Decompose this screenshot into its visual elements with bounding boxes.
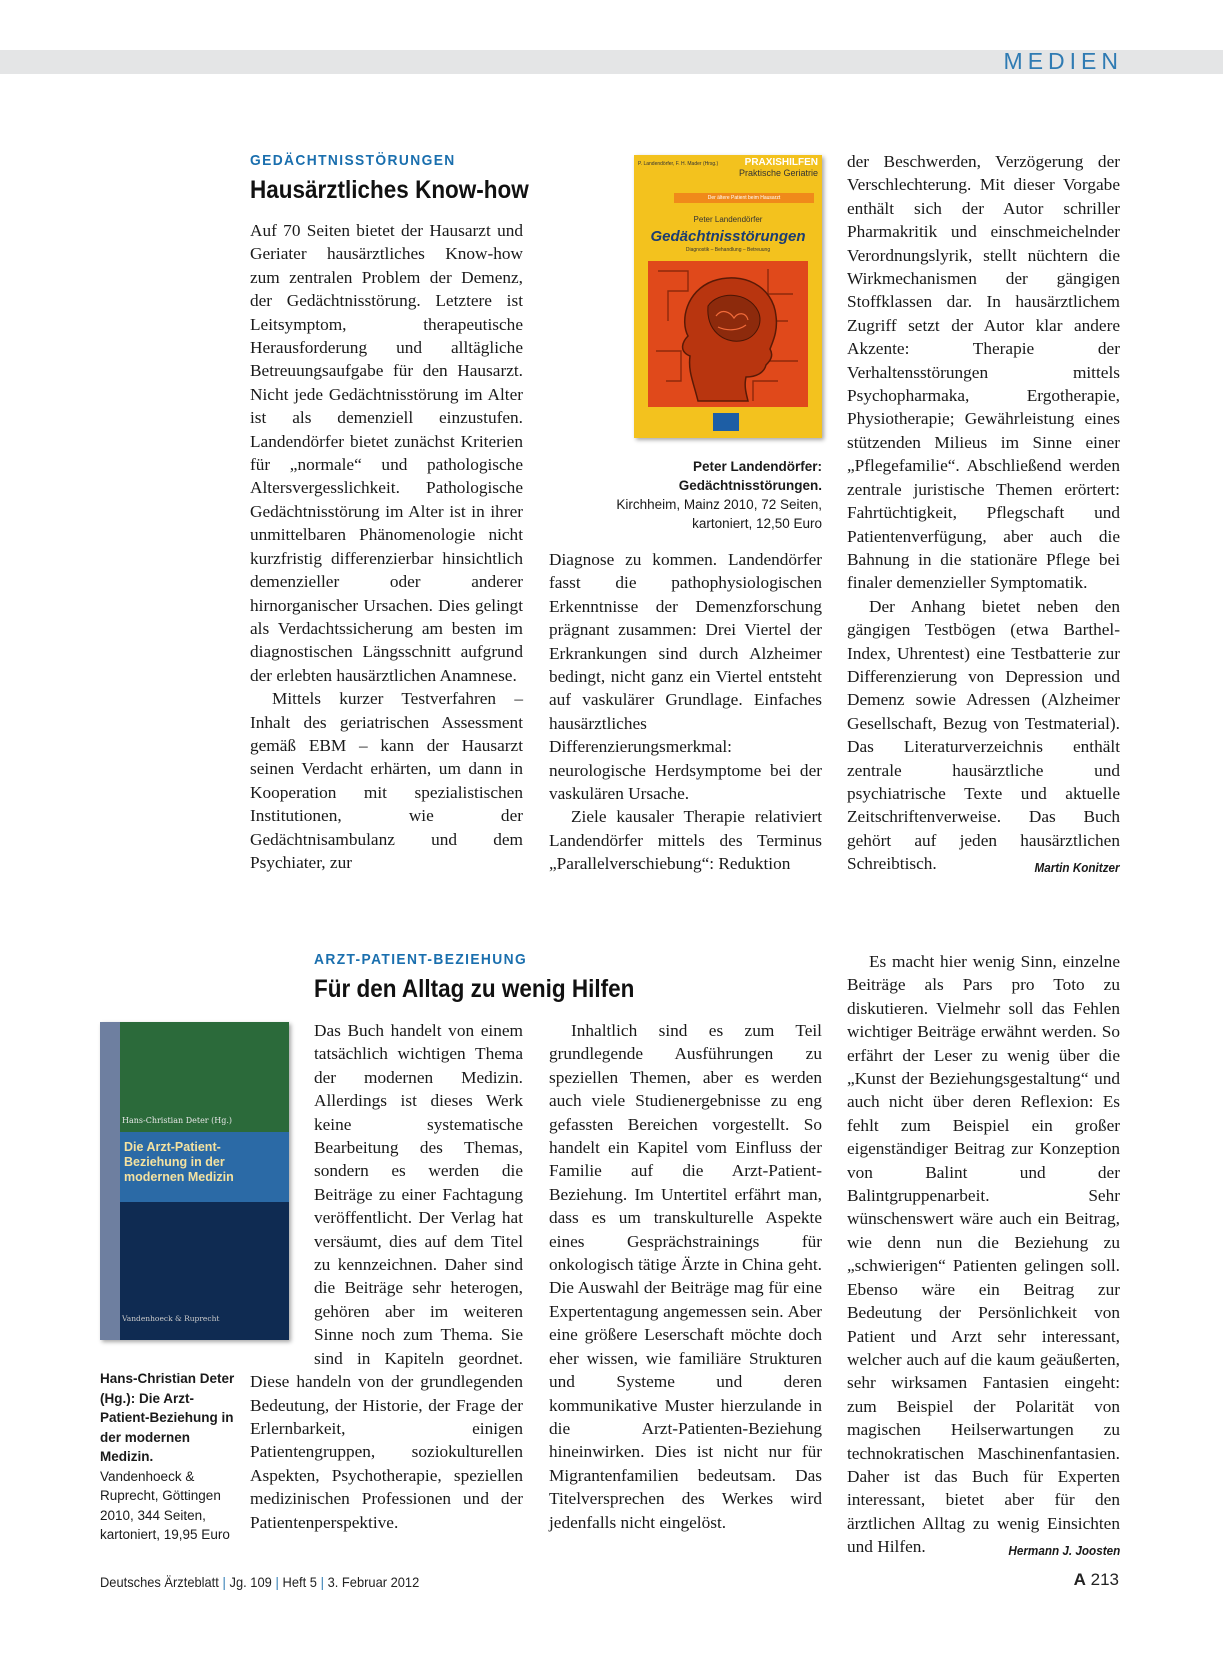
paragraph: Diagnose zu kommen. Landendörfer fasst die pathophysiologischen Erkenntnisse der Demenzforschung prägnant zusammen: Drei Viertel der Erkrankungen sind durch Alzheimer bedingt, nicht ganz ein Viertel entsteht auf vaskulärer Grundlage. Einfaches hausärztliches Differenzierungsmerkmal: neurologische Herdsymptome bei der vaskulären Ursache.	[549, 550, 822, 804]
paragraph: Mittels kurzer Testverfahren – Inhalt des geriatrischen Assessment gemäß EBM – kann der Hausarzt seinen Verdacht erhärten, um dann in Kooperation mit spezialistischen Institutionen, wie der Gedächtnisambulanz und dem Psychiater, zur	[250, 689, 523, 872]
review1-author: Martin Konitzer	[1034, 860, 1120, 876]
paragraph-text: Das Buch handelt von einem tatsächlich wichtigen Thema der modernen Medizin. Allerdings ist dieses Werk keine systematische Bearbeitung des Themas, sondern es werden die Beiträge zu einer Fachtagung veröffentlicht. Der Verlag hat versäumt, dies auf dem Titel zu kennzeichnen. Daher sind die Beiträge sehr heterogen, gehören aber im weiteren Sinne noch zum Thema. Sie sind in Kapiteln geordnet. Diese handeln von der grundlegenden Bedeutung, der Historie, der Frage der Erlernbarkeit, einigen Patientengruppen, soziokulturellen Aspekten, Psychotherapie, speziellen medizinischen Professionen und der Patientenperspektive.	[250, 1021, 523, 1532]
paragraph: Ziele kausaler Therapie relativiert Landendörfer mittels des Terminus „Parallelverschiebung“: Reduktion	[549, 807, 822, 874]
cover-series	[739, 157, 818, 179]
cover-series-top: PRAXISHILFEN	[744, 157, 818, 168]
caption-price: kartoniert, 12,50 Euro	[692, 516, 822, 531]
cover-series-name: Praktische Geriatrie	[738, 168, 818, 178]
cover-title: Gedächtnisstörungen	[650, 228, 806, 245]
section-label: MEDIEN	[1003, 48, 1123, 74]
footer-separator: |	[222, 1574, 226, 1590]
page-number-value: 213	[1090, 1570, 1119, 1589]
page-prefix: A	[1073, 1570, 1086, 1589]
cover-band: Der ältere Patient beim Hausarzt	[674, 193, 814, 203]
cover-subtitle: Diagnostik – Behandlung – Betreuung	[685, 247, 771, 253]
caption-title: Peter Landendörfer: Gedächtnisstörungen.	[678, 459, 822, 493]
book-cover-gedaechtnisstoerungen	[634, 155, 822, 438]
cover-author: Peter Landendörfer	[693, 215, 763, 224]
review1-column-2	[549, 548, 822, 876]
footer-citation	[100, 1574, 419, 1590]
paragraph-text: Es macht hier wenig Sinn, einzelne Beiträge als Pars pro Toto zu diskutieren. Vielmehr soll das Fehlen wichtiger Beiträge erwähnt werden. So erfährt der Leser zu wenig über die „Kunst der Beziehungsgestaltung“ und auch nicht über deren Reflexion: Es fehlt zum Beispiel ein großer eigenständiger Beitrag zur Konzeption von Balint und der Balintgruppenarbeit. Sehr wünschenswert wäre auch ein Beitrag, wie denn nun die Beziehung zu „schwierigen“ Patienten gelingen soll. Ebenso wäre ein Beitrag zur Bedeutung der Persönlichkeit von Patient und Arzt sehr interessant, welcher auch auf die kaum geäußerten, sehr wirksamen Fantasien eingeht: zum Beispiel der Polarität von magischen Heilserwartungen zu technokratischen Maschinenfantasien. Daher ist das Buch für Experten interessant, bietet aber für den ärztlichen Alltag zu wenig Einsichten und Hilfen.	[847, 952, 1120, 1557]
review2-column-1	[250, 1019, 523, 1534]
cover-authors: P. Landendörfer, F. H. Mader (Hrsg.)	[638, 161, 719, 167]
paragraph	[250, 1019, 523, 1534]
review2-headline: Für den Alltag zu wenig Hilfen	[314, 975, 635, 1003]
paragraph-text: Der Anhang bietet neben den gängigen Testbögen (etwa Barthel-Index, Uhrentest) eine Testbatterie zur Differenzierung von Depression und Demenz sowie Adressen (Alzheimer Gesellschaft, Bezug von Testmaterial). Das Literaturverzeichnis enthält zentrale hausärztliche und psychiatrische Texte und aktuelle Zeitschriftenverweise. Das Buch gehört auf jeden hausärztlichen Schreibtisch.	[847, 596, 1120, 874]
caption-title: Hans-Christian Deter (Hg.): Die Arzt-Patient-Beziehung in der modernen Medizin.	[100, 1371, 235, 1464]
footer-separator: |	[275, 1574, 279, 1590]
review1-headline: Hausärztliches Know-how	[250, 176, 529, 204]
publisher-logo	[713, 413, 739, 431]
cover-publisher: Vandenhoeck & Ruprecht	[122, 1314, 220, 1323]
paragraph: der Beschwerden, Verzögerung der Verschlechterung. Mit dieser Vorgabe enthält sich der Autor schriller Pharmakritik und einschmeichelnder Verordnungslyrik, stellt nüchtern die Wirkmechanismen der gängigen Stoffklassen dar. In hausärztlichem Zugriff setzt der Autor klar andere Akzente: Therapie der Verhaltensstörungen mittels Psychopharmaka, Ergotherapie, Physiotherapie; Gewährleistung eines stützenden Milieus im Sinne einer „Pflegefamilie“. Abschließend werden zentrale juristische Themen erörtert: Fahrtüchtigkeit, Pflegschaft und Patientenverfügung, aber auch die Bahnung in die stationäre Pflege bei finaler demenzieller Symptomatik.	[847, 152, 1120, 593]
paragraph: Auf 70 Seiten bietet der Hausarzt und Geriater hausärztliches Know-how zum zentralen Problem der Demenz, der Gedächtnisstörung. Letztere ist Leitsymptom, therapeutische Herausforderung und alltägliche Betreuungsaufgabe für den Hausarzt. Nicht jede Gedächtnisstörung im Alter ist als demenziell einzustufen. Landendörfer bietet zunächst Kriterien für „normale“ und pathologische Altersvergesslichkeit. Pathologische Gedächtnisstörung im Alter ist in ihrer unmittelbaren Phänomenologie nicht kurzfristig differenzierbar hinsichtlich demenzieller oder anderer hirnorganischer Ursachen. Dies gelingt als Verdachtssicherung am besten im diagnostischen Längsschnitt aufgrund der erlebten hausärztlichen Anamnese.	[250, 221, 523, 685]
cover-side-stripe	[100, 1022, 120, 1340]
caption-publication: Vandenhoeck & Ruprecht, Göttingen 2010, 344 Seiten, kartoniert, 19,95 Euro	[100, 1468, 230, 1542]
review2-column-2	[549, 1019, 822, 1534]
review2-kicker: ARZT-PATIENT-BEZIEHUNG	[314, 951, 528, 968]
cover-wrap-spacer	[250, 1019, 314, 1369]
review2-author: Hermann J. Joosten	[1008, 1543, 1120, 1559]
paragraph	[847, 950, 1120, 1559]
review1-column-1	[250, 219, 523, 874]
paragraph: Inhaltlich sind es zum Teil grundlegende Ausführungen zu speziellen Themen, aber es werden auch viele Studienergebnisse zu eng gefassten Bereichen vorgestellt. So handelt ein Kapitel vom Einfluss der Familie auf die Arzt-Patient-Beziehung. Im Untertitel erfährt man, dass es um transkulturelle Aspekte eines Gesprächstrainings für onkologisch tätige Ärzte in China geht. Die Auswahl der Beiträge mag für eine Expertentagung angemessen sein. Aber eine größere Leserschaft möchte doch eher wissen, wie familiäre Strukturen und Systeme und deren kommunikative Muster hierzulande in die Arzt-Patienten-Beziehung hineinwirken. Dies ist nicht nur für Migrantenfamilien bedeutsam. Das Titelversprechen des Werkes wird jedenfalls nicht eingelöst.	[549, 1021, 822, 1532]
paragraph	[847, 595, 1120, 876]
footer-journal: Deutsches Ärzteblatt	[100, 1574, 219, 1590]
review2-caption	[100, 1369, 238, 1545]
footer-issue: Heft 5	[282, 1574, 317, 1590]
review1-caption	[560, 457, 822, 533]
cover-head-illustration	[648, 261, 808, 407]
cover-title: Die Arzt-Patient-Beziehung in der modernen Medizin	[124, 1140, 234, 1184]
review1-kicker: GEDÄCHTNISSTÖRUNGEN	[250, 152, 456, 169]
review1-column-3	[847, 150, 1120, 880]
page-number	[1074, 1570, 1119, 1590]
footer-date: 3. Februar 2012	[327, 1574, 420, 1590]
review2-column-3	[847, 950, 1120, 1563]
cover-author: Hans-Christian Deter (Hg.)	[122, 1116, 233, 1125]
footer-volume: Jg. 109	[229, 1574, 272, 1590]
footer-separator: |	[320, 1574, 324, 1590]
caption-publication: Kirchheim, Mainz 2010, 72 Seiten,	[616, 497, 822, 512]
